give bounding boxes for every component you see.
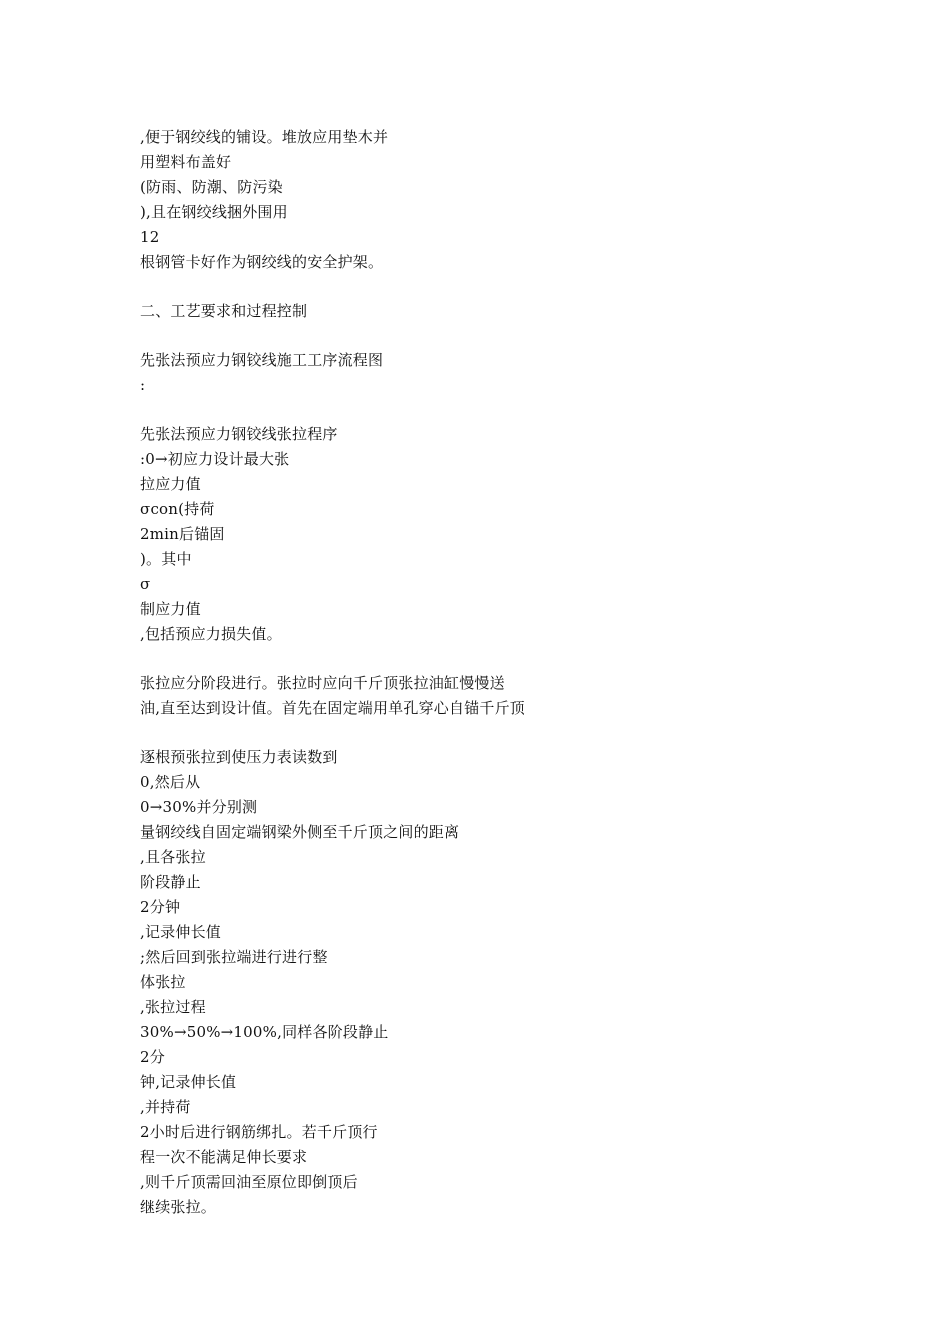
text-line: 拉应力值 <box>140 475 201 493</box>
document-body <box>140 126 840 1221</box>
paragraph-gap <box>140 648 840 672</box>
paragraph-gap <box>140 399 840 423</box>
text-line: 量钢绞线自固定端钢梁外侧至千斤顶之间的距离 <box>140 823 460 841</box>
text-line: ,便于钢绞线的铺设。堆放应用垫木并 <box>140 128 389 146</box>
text-line: : <box>140 376 146 394</box>
text-line: 体张拉 <box>140 973 186 991</box>
text-line: σcon(持荷 <box>140 500 215 518</box>
text-line: σ <box>140 575 151 593</box>
text-line: ),且在钢绞线捆外围用 <box>140 203 288 221</box>
text-line: 0→30%并分别测 <box>140 798 258 816</box>
text-line: ,记录伸长值 <box>140 923 221 941</box>
text-line: 用塑料布盖好 <box>140 153 232 171</box>
text-line: 0,然后从 <box>140 773 201 791</box>
text-line: 程一次不能满足伸长要求 <box>140 1148 308 1166</box>
text-line: 制应力值 <box>140 600 201 618</box>
text-line: 逐根预张拉到使压力表读数到 <box>140 748 338 766</box>
text-line: ,包括预应力损失值。 <box>140 625 282 643</box>
text-line: 先张法预应力钢铰线施工工序流程图 <box>140 351 384 369</box>
text-line: 30%→50%→100%,同样各阶段静止 <box>140 1023 389 1041</box>
text-line: 钟,记录伸长值 <box>140 1073 237 1091</box>
text-line: 先张法预应力钢铰线张拉程序 <box>140 425 338 443</box>
text-line: 2min后锚固 <box>140 525 225 543</box>
text-line: (防雨、防潮、防污染 <box>140 178 283 196</box>
text-line: 张拉应分阶段进行。张拉时应向千斤顶张拉油缸慢慢送 <box>140 674 505 692</box>
text-line: 12 <box>140 228 160 246</box>
text-line: ;然后回到张拉端进行进行整 <box>140 948 328 966</box>
text-line: ,并持荷 <box>140 1098 191 1116</box>
section-heading: 二、工艺要求和过程控制 <box>140 302 308 320</box>
text-line: 油,直至达到设计值。首先在固定端用单孔穿心自锚千斤顶 <box>140 699 525 717</box>
text-line: ,则千斤顶需回油至原位即倒顶后 <box>140 1173 358 1191</box>
text-line: )。其中 <box>140 550 192 568</box>
text-line: 2小时后进行钢筋绑扎。若千斤顶行 <box>140 1123 378 1141</box>
text-line: ,且各张拉 <box>140 848 206 866</box>
text-line: :0→初应力设计最大张 <box>140 450 290 468</box>
text-line: 2分钟 <box>140 898 181 916</box>
text-line: 阶段静止 <box>140 873 201 891</box>
paragraph-gap <box>140 276 840 300</box>
paragraph-gap <box>140 722 840 746</box>
text-line: 继续张拉。 <box>140 1198 217 1216</box>
text-line: 根钢管卡好作为钢绞线的安全护架。 <box>140 253 384 271</box>
text-line: ,张拉过程 <box>140 998 206 1016</box>
text-line: 2分 <box>140 1048 165 1066</box>
paragraph-gap <box>140 325 840 349</box>
